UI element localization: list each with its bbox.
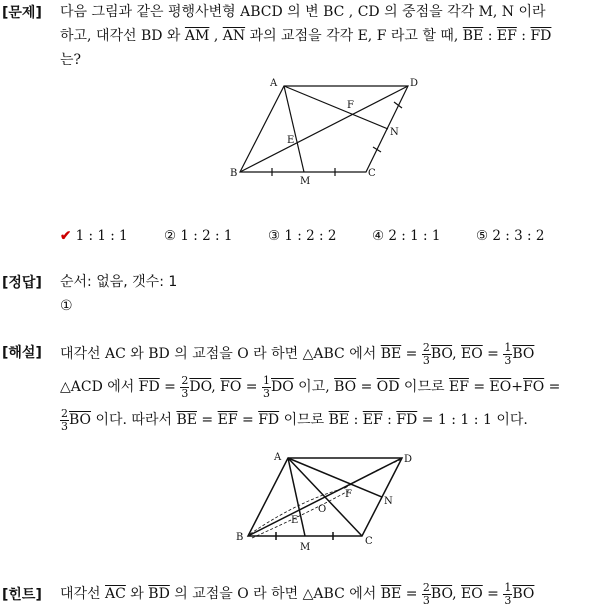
fig1-label-n: N bbox=[390, 127, 399, 138]
fig1-label-f: F bbox=[347, 100, 354, 111]
choice-2[interactable]: ② 1 : 2 : 1 bbox=[164, 228, 233, 244]
fig1-label-m: M bbox=[300, 176, 311, 187]
problem-text bbox=[60, 0, 587, 72]
explanation-tag: [해설] bbox=[2, 345, 42, 361]
hint-tag: [힌트] bbox=[2, 587, 42, 603]
answer-tag: [정답] bbox=[2, 275, 42, 291]
fig1-label-a: A bbox=[270, 78, 278, 89]
fig2-label-a: A bbox=[274, 452, 282, 463]
segment-fd: $\overline{FD}$ bbox=[530, 28, 552, 44]
fig2-label-m: M bbox=[300, 542, 311, 553]
explanation-line-3: $\frac{2}{3}$ $\overline{BO}$ 이다. 따라서 $\overline{BE} = \overline{EF} = \overline{FD}$ 이므로 $\overline{BE}$ : $\overline{EF}$ : $\overline{FD} = 1$ : 1 : 1 이다. bbox=[61, 406, 528, 433]
fig2-label-b: B bbox=[236, 532, 244, 543]
choice-1[interactable]: ✔ 1 : 1 : 1 bbox=[60, 228, 128, 244]
fig2-label-n: N bbox=[384, 496, 393, 507]
explanation-line-2: △ACD 에서 $\overline{FD}$ = $\frac{2}{3}$ $\overline{DO}$, $\overline{FO}$ = $\frac{1}{3}$ $\overline{DO}$ 이고, $\overline{BO} = \overline{OD}$ 이므로 $\overline{EF} = \overline{EO}+\overline{FO}$ = bbox=[60, 373, 561, 400]
choices bbox=[60, 228, 580, 244]
explanation-line-1: 대각선 AC 와 BD 의 교점을 O 라 하면 △ABC 에서 $\overline{BE}$ = $\frac{2}{3}$ $\overline{BO}$, $\overline{EO}$ = $\frac{1}{3}$ $\overline{BO}$ bbox=[60, 340, 535, 367]
answer-line-1: 순서: 없음, 갯수: 1 bbox=[60, 274, 178, 290]
segment-be: $\overline{BE}$ bbox=[462, 28, 484, 44]
check-icon: ✔ bbox=[60, 228, 72, 244]
fig1-label-c: C bbox=[368, 168, 376, 179]
fig2-label-e: E bbox=[291, 515, 299, 526]
problem-line-1: 다음 그림과 같은 평행사변형 ABCD 의 변 BC , CD 의 중점을 각각 M, N 이라 bbox=[60, 4, 546, 20]
fig1-label-d: D bbox=[410, 78, 419, 89]
segment-an: $\overline{AN}$ bbox=[222, 28, 246, 44]
fig2-label-c: C bbox=[365, 536, 373, 547]
problem-line-2: 하고, 대각선 BD 와 $\overline{AM}$ , $\overline{AN}$ 과의 교점을 각각 E, F 라고 할 때, $\overline{BE}$ : $\overline{EF}$ : $\overline{FD}$ bbox=[60, 28, 552, 44]
fig1-label-e: E bbox=[287, 135, 295, 146]
problem-line-3: 는? bbox=[60, 52, 82, 68]
choice-5[interactable]: ⑤ 2 : 3 : 2 bbox=[476, 228, 545, 244]
answer-line-2: ① bbox=[60, 298, 73, 314]
fig2-label-o: O bbox=[318, 504, 327, 515]
segment-ef: $\overline{EF}$ bbox=[496, 28, 517, 44]
fig2-label-d: D bbox=[404, 454, 413, 465]
hint-line-1: 대각선 $\overline{AC}$ 와 $\overline{BD}$ 의 교점을 O 라 하면 △ABC 에서 $\overline{BE}$ = $\frac{2}{3}$ $\overline{BO}$, $\overline{EO}$ = $\frac{1}{3}$ $\overline{BO}$ bbox=[60, 580, 535, 607]
segment-am: $\overline{AM}$ bbox=[184, 28, 210, 44]
choice-4[interactable]: ④ 2 : 1 : 1 bbox=[372, 228, 441, 244]
fig2-label-f: F bbox=[345, 489, 352, 500]
choice-3[interactable]: ③ 1 : 2 : 2 bbox=[268, 228, 337, 244]
fig1-label-b: B bbox=[230, 168, 238, 179]
problem-tag: [문제] bbox=[2, 5, 42, 21]
